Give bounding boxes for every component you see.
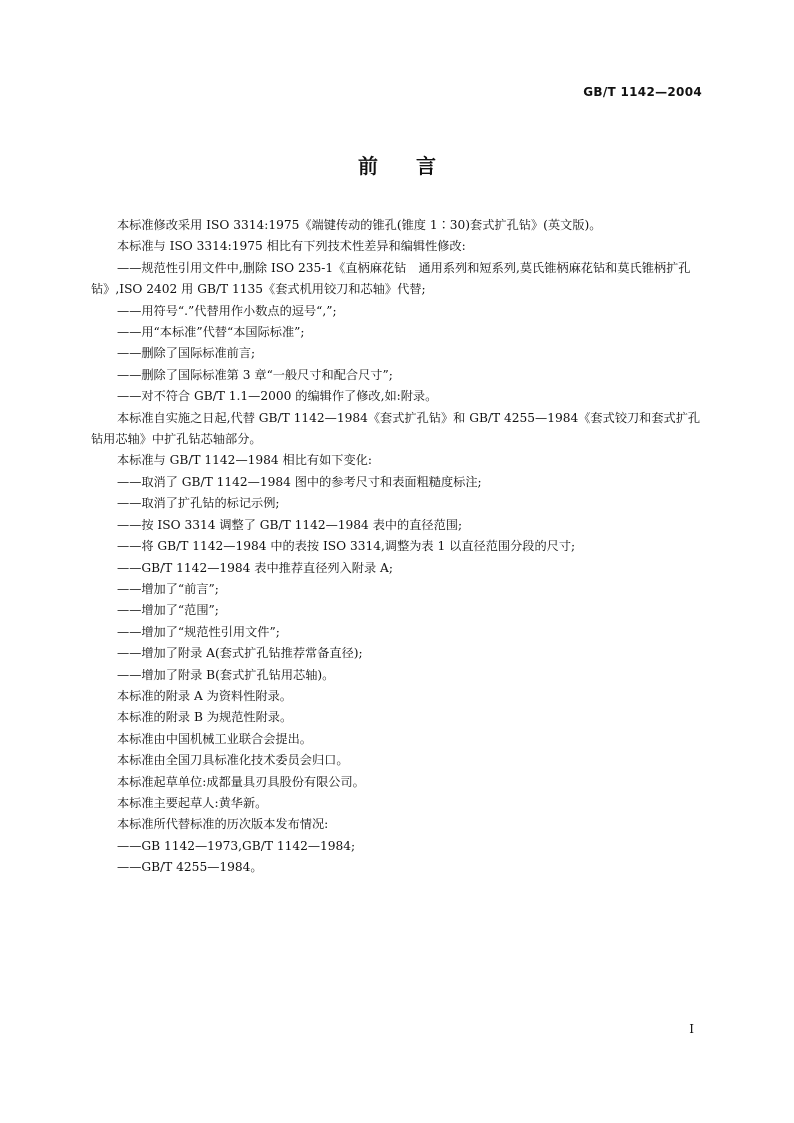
paragraph: 本标准由全国刀具标准化技术委员会归口。 bbox=[117, 753, 349, 768]
standard-number: GB/T 1142—2004 bbox=[583, 85, 702, 99]
paragraph: 本标准的附录 A 为资料性附录。 bbox=[117, 688, 292, 703]
page-number: I bbox=[689, 1022, 694, 1036]
list-item: ——GB/T 1142—1984 表中推荐直径列入附录 A; bbox=[117, 560, 393, 575]
list-item: ——规范性引用文件中,删除 ISO 235-1《直柄麻花钻 通用系列和短系列,莫氏锥柄麻花钻和莫氏锥柄扩孔钻》,ISO 2402 用 GB/T 1135《套式机用铰刀和芯轴》代替; bbox=[91, 260, 691, 297]
list-item: ——用“本标准”代替“本国际标准”; bbox=[117, 325, 305, 340]
foreword-body bbox=[91, 215, 704, 879]
paragraph: 本标准的附录 B 为规范性附录。 bbox=[117, 710, 293, 725]
paragraph: 本标准主要起草人:黄华新。 bbox=[117, 795, 268, 810]
list-item: ——增加了“前言”; bbox=[117, 581, 219, 596]
list-item: ——增加了附录 B(套式扩孔钻用芯轴)。 bbox=[117, 667, 335, 682]
list-item: ——删除了国际标准前言; bbox=[117, 346, 256, 361]
paragraph: 本标准修改采用 ISO 3314:1975《端键传动的锥孔(锥度 1∶30)套式扩孔钻》(英文版)。 bbox=[117, 218, 602, 232]
paragraph: 本标准起草单位:成都量具刃具股份有限公司。 bbox=[117, 774, 365, 789]
list-item: ——按 ISO 3314 调整了 GB/T 1142—1984 表中的直径范围; bbox=[117, 517, 463, 532]
page-title: 前言 bbox=[358, 154, 474, 178]
paragraph: 本标准由中国机械工业联合会提出。 bbox=[117, 731, 312, 746]
list-item: ——增加了“规范性引用文件”; bbox=[117, 624, 280, 639]
list-item: ——取消了扩孔钻的标记示例; bbox=[117, 496, 280, 511]
paragraph: 本标准所代替标准的历次版本发布情况: bbox=[117, 817, 329, 832]
list-item: ——删除了国际标准第 3 章“一般尺寸和配合尺寸”; bbox=[117, 367, 393, 382]
paragraph: 本标准与 GB/T 1142—1984 相比有如下变化: bbox=[117, 453, 372, 468]
paragraph: 本标准自实施之日起,代替 GB/T 1142—1984《套式扩孔钻》和 GB/T 4255—1984《套式铰刀和套式扩孔钻用芯轴》中扩孔钻芯轴部分。 bbox=[91, 410, 701, 447]
list-item: ——将 GB/T 1142—1984 中的表按 ISO 3314,调整为表 1 以直径范围分段的尺寸; bbox=[117, 539, 576, 554]
list-item: ——GB/T 4255—1984。 bbox=[117, 860, 263, 875]
list-item: ——增加了“范围”; bbox=[117, 603, 219, 618]
list-item: ——对不符合 GB/T 1.1—2000 的编辑作了修改,如:附录。 bbox=[117, 389, 438, 404]
list-item: ——用符号“.”代替用作小数点的逗号“,”; bbox=[117, 303, 337, 318]
list-item: ——增加了附录 A(套式扩孔钻推荐常备直径); bbox=[117, 646, 363, 661]
list-item: ——取消了 GB/T 1142—1984 图中的参考尺寸和表面粗糙度标注; bbox=[117, 474, 482, 489]
list-item: ——GB 1142—1973,GB/T 1142—1984; bbox=[117, 838, 356, 853]
paragraph: 本标准与 ISO 3314:1975 相比有下列技术性差异和编辑性修改: bbox=[117, 239, 466, 254]
